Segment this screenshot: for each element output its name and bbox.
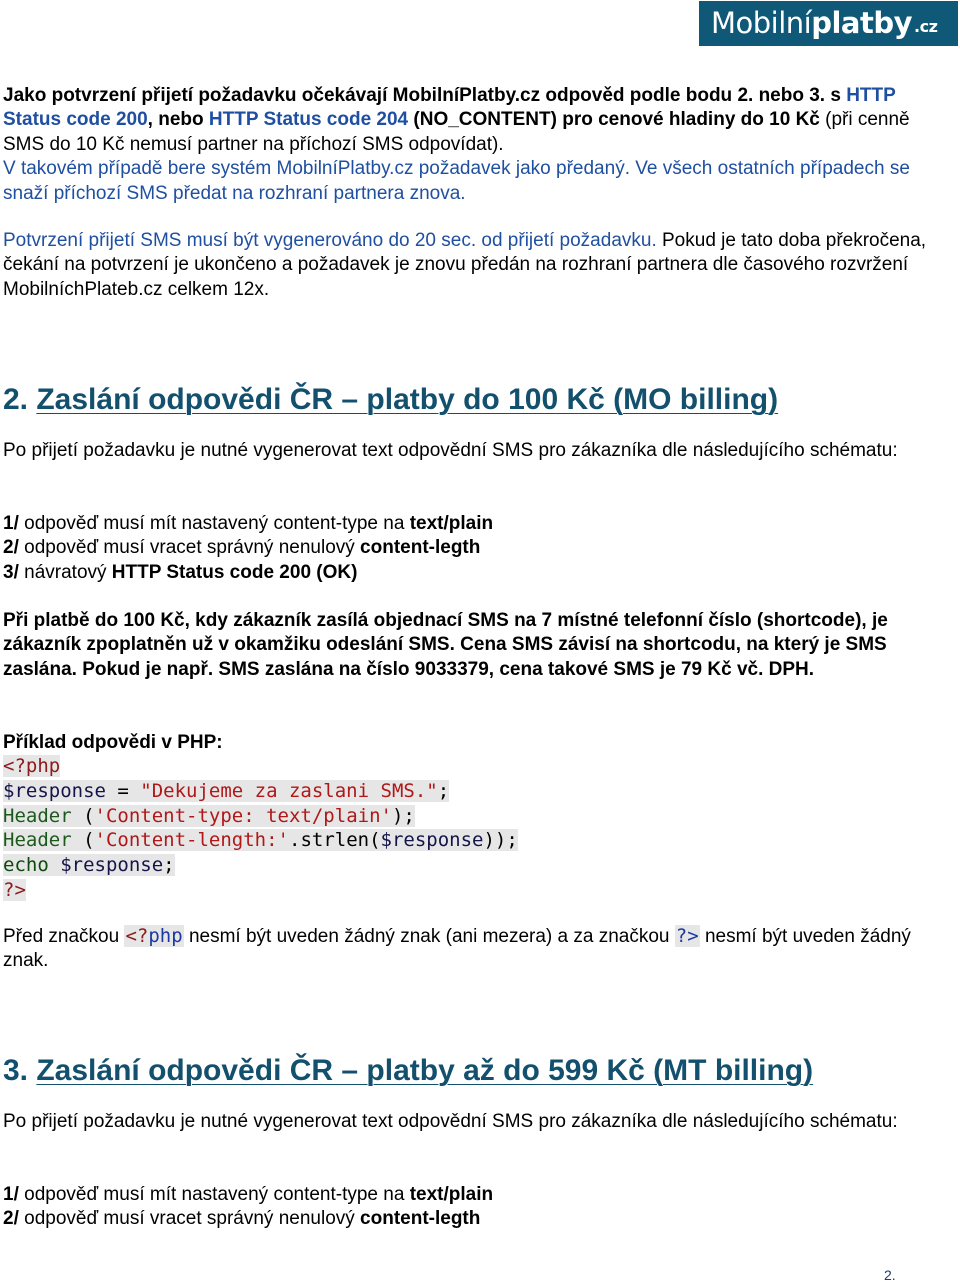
code-token: $response xyxy=(3,779,106,802)
code-token: echo xyxy=(3,854,61,877)
status-code-204-text: HTTP Status code 204 xyxy=(208,109,409,131)
requirement-item xyxy=(3,512,943,536)
requirement-text: odpověď musí vracet správný nenulový xyxy=(18,1208,361,1230)
code-token: ?> xyxy=(3,878,26,901)
section-2-number: 2. xyxy=(3,383,37,416)
code-token: ( xyxy=(83,804,95,827)
paragraph-confirmation xyxy=(3,84,943,206)
section-2-intro: Po přijetí požadavku je nutné vygenerovat text odpovědní SMS pro zákazníka dle následujícího schématu: xyxy=(3,440,898,461)
code-token: 'Content-length:' xyxy=(94,829,289,852)
requirement-text: návratový xyxy=(18,561,112,583)
code-token: 'Content-type: text/plain' xyxy=(94,804,392,827)
text-run: nesmí být uveden žádný znak. xyxy=(3,926,911,972)
text-run-blue: V takovém případě bere systém MobilníPlatby.cz požadavek jako předaný. xyxy=(3,158,630,180)
text-run-blue: Potvrzení přijetí SMS musí být vygenerováno do 20 sec. od přijetí požadavku. xyxy=(3,230,657,251)
section-2-requirements xyxy=(3,512,943,585)
code-token: <?php xyxy=(3,755,61,777)
code-line xyxy=(3,878,518,903)
text-run-blue: Ve všech ostatních případech se snaží příchozí SMS předat na rozhraní partnera znova. xyxy=(3,158,910,204)
section-3-requirements xyxy=(3,1183,943,1232)
php-code-block xyxy=(3,754,518,903)
page-number: 2. xyxy=(884,1267,896,1283)
text-run: Jako potvrzení přijetí požadavku očekávají MobilníPlatby.cz odpověd podle bodu 2. nebo 3. s xyxy=(3,85,847,106)
inline-code-close-tag xyxy=(675,925,700,947)
requirement-item xyxy=(3,1183,943,1207)
code-token: .strlen( xyxy=(289,829,381,852)
text-run: , nebo xyxy=(147,109,209,131)
php-example-label: Příklad odpovědi v PHP: xyxy=(3,732,223,753)
requirement-value: HTTP Status code 200 (OK) xyxy=(111,561,358,583)
logo-text-part2: platby xyxy=(811,6,913,41)
code-line xyxy=(3,754,518,779)
requirement-value: content-legth xyxy=(360,537,481,559)
requirement-text: odpověď musí vracet správný nenulový xyxy=(18,537,361,559)
brand-logo xyxy=(699,1,958,46)
code-token: ?> xyxy=(675,925,699,947)
code-token: "Dekujeme za zaslani SMS." xyxy=(140,779,438,802)
php-tag-note xyxy=(3,924,943,974)
requirement-number: 1/ xyxy=(3,513,19,534)
status-code-200-text: HTTP Status code 200 xyxy=(3,85,896,131)
section-2-heading xyxy=(3,383,778,417)
requirement-value: content-legth xyxy=(360,1208,481,1230)
logo-text-part3: .cz xyxy=(914,17,938,37)
code-line xyxy=(3,804,518,829)
section-3-intro: Po přijetí požadavku je nutné vygenerovat text odpovědní SMS pro zákazníka dle následujícího schématu: xyxy=(3,1111,898,1132)
requirement-value: text/plain xyxy=(409,513,494,534)
code-token: ; xyxy=(437,779,450,802)
requirement-number: 2/ xyxy=(3,1208,19,1230)
code-token: <? xyxy=(125,925,149,947)
text-run: Před značkou xyxy=(3,926,125,947)
section-3-number: 3. xyxy=(3,1054,37,1087)
requirement-item xyxy=(3,561,943,585)
section-3-heading xyxy=(3,1054,813,1088)
code-token: Header xyxy=(3,829,84,852)
text-run: (při cenně SMS do 10 Kč nemusí partner na příchozí SMS odpovídat). xyxy=(3,109,910,155)
requirement-text: odpověď musí mít nastavený content-type na xyxy=(18,513,410,534)
code-token: )); xyxy=(483,829,518,852)
code-line xyxy=(3,779,518,804)
code-line xyxy=(3,828,518,853)
requirement-item xyxy=(3,1207,943,1231)
text-run: (NO_CONTENT) pro cenové hladiny do 10 Kč xyxy=(408,109,820,131)
requirement-number: 2/ xyxy=(3,537,19,559)
code-token: ( xyxy=(83,829,95,852)
paragraph-timeout xyxy=(3,229,943,302)
inline-code-open-tag xyxy=(124,925,183,947)
code-token: $response xyxy=(60,854,164,877)
code-token: ); xyxy=(391,804,415,827)
requirement-number: 3/ xyxy=(3,561,19,583)
code-token: ; xyxy=(163,854,175,877)
code-token: Header xyxy=(3,804,84,827)
section-3-title: Zaslání odpovědi ČR – platby až do 599 Kč (MT billing) xyxy=(36,1054,814,1087)
code-line xyxy=(3,853,518,878)
code-token: $response xyxy=(380,829,484,852)
code-token: php xyxy=(148,925,183,947)
requirement-text: odpověď musí mít nastavený content-type na xyxy=(18,1184,410,1205)
requirement-number: 1/ xyxy=(3,1184,19,1205)
text-run: Pokud je tato doba překročena, čekání na potvrzení je ukončeno a požadavek je znovu předán na rozhraní partnera dle časového rozvržení MobilníchPlateb.cz celkem 12x. xyxy=(3,230,927,300)
requirement-value: text/plain xyxy=(409,1184,494,1205)
section-2-title: Zaslání odpovědi ČR – platby do 100 Kč (MO billing) xyxy=(36,383,779,416)
section-2-billing-note: Při platbě do 100 Kč, kdy zákazník zasílá objednací SMS na 7 místné telefonní číslo (shortcode), je zákazník zpoplatněn už v okamžiku odeslání SMS. Cena SMS závisí na shortcodu, na který je SMS zaslána. Pokud je např. SMS zaslána na číslo 9033379, cena takové SMS je 79 Kč vč. DPH. xyxy=(3,610,888,680)
requirement-item xyxy=(3,536,943,560)
code-token: = xyxy=(105,779,141,802)
logo-text-part1: Mobilní xyxy=(711,6,812,41)
text-run: nesmí být uveden žádný znak (ani mezera) a za značkou xyxy=(183,926,675,947)
